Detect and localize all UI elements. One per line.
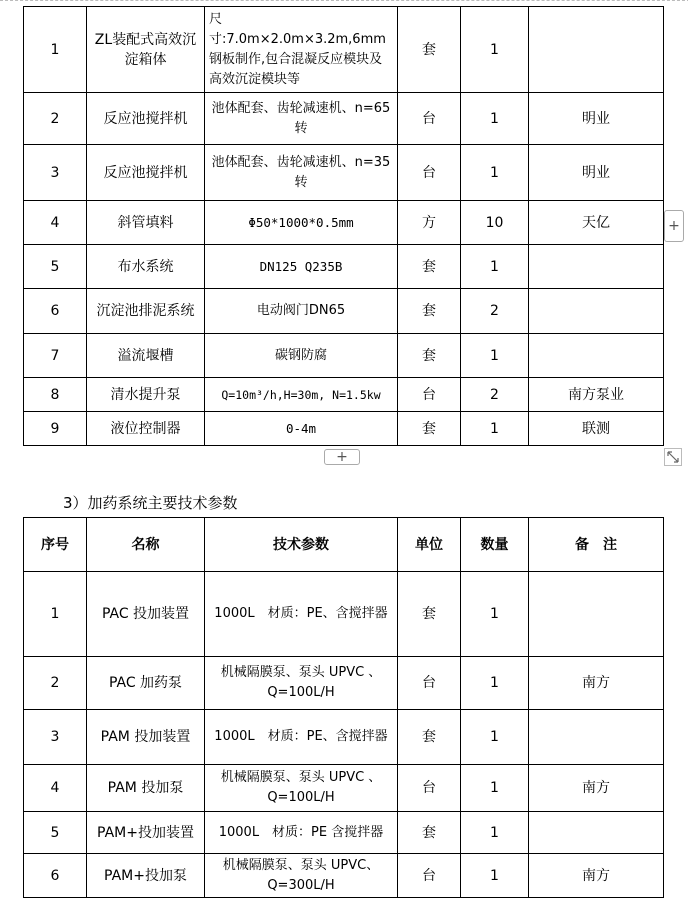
item-qty: 1 — [461, 145, 529, 201]
row-number: 3 — [24, 145, 87, 201]
item-spec: 尺寸:7.0m×2.0m×3.2m,6mm钢板制作,包合混凝反应模块及高效沉淀模块等 — [205, 7, 398, 93]
row-number: 1 — [24, 7, 87, 93]
item-name: PAM 投加装置 — [87, 710, 205, 765]
item-unit: 套 — [398, 289, 461, 334]
item-spec: DN125 Q235B — [205, 245, 398, 289]
table-row — [24, 334, 664, 378]
item-spec: 机械隔膜泵、泵头 UPVC、Q=300L/H — [205, 854, 398, 898]
item-name: PAC 加药泵 — [87, 657, 205, 710]
table-row — [24, 765, 664, 812]
equipment-table — [23, 6, 664, 446]
item-remark: 南方泵业 — [529, 378, 664, 412]
page-top-border — [0, 0, 688, 1]
item-name: 液位控制器 — [87, 412, 205, 446]
header-spec: 技术参数 — [205, 518, 398, 572]
item-spec: Q=10m³/h,H=30m, N=1.5kw — [205, 378, 398, 412]
item-spec: 池体配套、齿轮减速机、n=65转 — [205, 93, 398, 145]
item-name: 溢流堰槽 — [87, 334, 205, 378]
row-number: 6 — [24, 854, 87, 898]
item-qty: 2 — [461, 289, 529, 334]
item-name: 反应池搅拌机 — [87, 93, 205, 145]
item-spec: 1000L 材质：PE、含搅拌器 — [205, 710, 398, 765]
item-qty: 1 — [461, 765, 529, 812]
item-unit: 台 — [398, 378, 461, 412]
row-number: 9 — [24, 412, 87, 446]
table-row — [24, 412, 664, 446]
item-qty: 10 — [461, 201, 529, 245]
table-row — [24, 854, 664, 898]
table-row — [24, 201, 664, 245]
table-row — [24, 245, 664, 289]
item-unit: 台 — [398, 765, 461, 812]
item-unit: 台 — [398, 145, 461, 201]
add-row-button[interactable]: + — [324, 449, 360, 465]
item-name: PAM 投加泵 — [87, 765, 205, 812]
item-remark: 南方 — [529, 765, 664, 812]
item-remark — [529, 289, 664, 334]
item-unit: 套 — [398, 710, 461, 765]
table-resize-handle[interactable] — [664, 448, 682, 466]
item-spec: 1000L 材质：PE、含搅拌器 — [205, 572, 398, 657]
row-number: 4 — [24, 765, 87, 812]
item-remark — [529, 334, 664, 378]
item-spec: 碳钢防腐 — [205, 334, 398, 378]
table-row — [24, 572, 664, 657]
item-qty: 1 — [461, 412, 529, 446]
table-row — [24, 93, 664, 145]
item-spec: 0-4m — [205, 412, 398, 446]
item-unit: 套 — [398, 245, 461, 289]
item-qty: 1 — [461, 657, 529, 710]
row-number: 2 — [24, 657, 87, 710]
item-unit: 套 — [398, 572, 461, 657]
item-spec: Φ50*1000*0.5mm — [205, 201, 398, 245]
table-row — [24, 710, 664, 765]
item-name: ZL装配式高效沉淀箱体 — [87, 7, 205, 93]
header-remark: 备 注 — [529, 518, 664, 572]
table-row — [24, 812, 664, 854]
header-qty: 数量 — [461, 518, 529, 572]
item-qty: 1 — [461, 334, 529, 378]
item-unit: 方 — [398, 201, 461, 245]
item-unit: 套 — [398, 334, 461, 378]
item-name: 布水系统 — [87, 245, 205, 289]
row-number: 1 — [24, 572, 87, 657]
item-name: 斜管填料 — [87, 201, 205, 245]
item-remark: 联测 — [529, 412, 664, 446]
row-number: 5 — [24, 812, 87, 854]
header-name: 名称 — [87, 518, 205, 572]
item-name: 清水提升泵 — [87, 378, 205, 412]
item-qty: 1 — [461, 93, 529, 145]
item-remark: 明业 — [529, 145, 664, 201]
table-row — [24, 7, 664, 93]
item-unit: 套 — [398, 7, 461, 93]
row-number: 3 — [24, 710, 87, 765]
item-remark — [529, 572, 664, 657]
item-remark — [529, 812, 664, 854]
item-remark: 南方 — [529, 657, 664, 710]
dosing-system-table — [23, 517, 664, 898]
add-column-button[interactable]: + — [664, 210, 684, 242]
table-header-row — [24, 518, 664, 572]
item-qty: 1 — [461, 854, 529, 898]
item-spec: 1000L 材质：PE 含搅拌器 — [205, 812, 398, 854]
resize-icon — [667, 451, 679, 463]
row-number: 2 — [24, 93, 87, 145]
table-row — [24, 378, 664, 412]
item-name: PAC 投加装置 — [87, 572, 205, 657]
row-number: 8 — [24, 378, 87, 412]
header-unit: 单位 — [398, 518, 461, 572]
item-unit: 台 — [398, 854, 461, 898]
row-number: 4 — [24, 201, 87, 245]
item-qty: 1 — [461, 572, 529, 657]
item-name: PAM+投加泵 — [87, 854, 205, 898]
item-remark: 天亿 — [529, 201, 664, 245]
item-remark: 明业 — [529, 93, 664, 145]
item-spec: 机械隔膜泵、泵头 UPVC 、Q=100L/H — [205, 657, 398, 710]
item-name: 反应池搅拌机 — [87, 145, 205, 201]
table-row — [24, 289, 664, 334]
item-remark: 南方 — [529, 854, 664, 898]
item-qty: 1 — [461, 710, 529, 765]
item-unit: 套 — [398, 812, 461, 854]
item-unit: 台 — [398, 657, 461, 710]
row-number: 5 — [24, 245, 87, 289]
table-row — [24, 657, 664, 710]
row-number: 7 — [24, 334, 87, 378]
item-spec: 池体配套、齿轮减速机、n=35转 — [205, 145, 398, 201]
item-qty: 1 — [461, 245, 529, 289]
table-row — [24, 145, 664, 201]
item-qty: 2 — [461, 378, 529, 412]
item-remark — [529, 7, 664, 93]
item-spec: 电动阀门DN65 — [205, 289, 398, 334]
item-qty: 1 — [461, 812, 529, 854]
header-no: 序号 — [24, 518, 87, 572]
item-name: 沉淀池排泥系统 — [87, 289, 205, 334]
item-unit: 套 — [398, 412, 461, 446]
item-remark — [529, 710, 664, 765]
item-qty: 1 — [461, 7, 529, 93]
item-remark — [529, 245, 664, 289]
section-heading: 3）加药系统主要技术参数 — [63, 494, 238, 512]
item-spec: 机械隔膜泵、泵头 UPVC 、Q=100L/H — [205, 765, 398, 812]
row-number: 6 — [24, 289, 87, 334]
item-name: PAM+投加装置 — [87, 812, 205, 854]
item-unit: 台 — [398, 93, 461, 145]
